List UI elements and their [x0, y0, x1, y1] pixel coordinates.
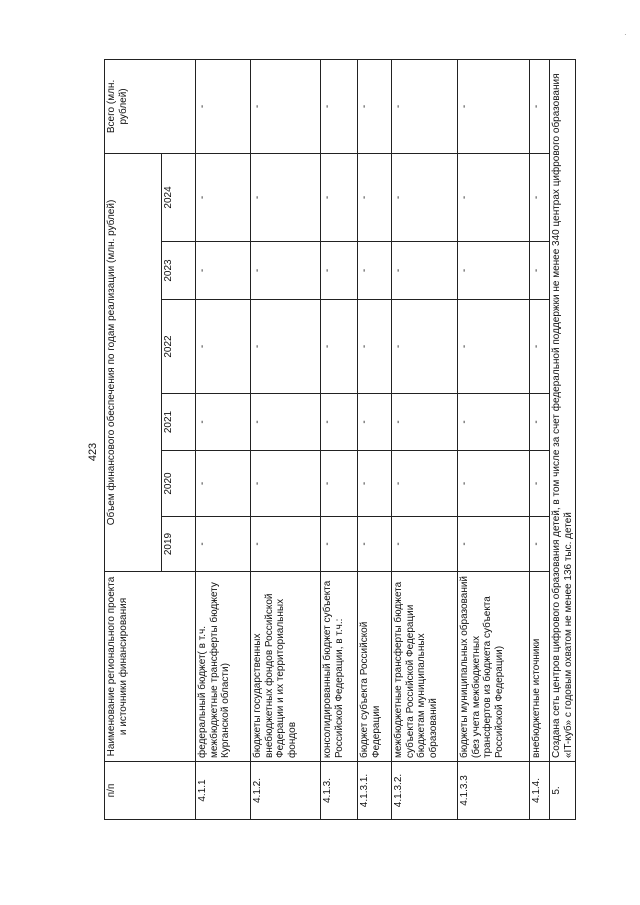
row-value: - [458, 451, 530, 517]
row-value: - [392, 300, 458, 394]
table-row [530, 59, 550, 819]
row-value: - [358, 394, 392, 451]
row-name: консолидированный бюджет субъекта Российской Федерации, в т.ч.: [321, 572, 358, 762]
page-number: 423 [86, 442, 99, 462]
row-value: - [196, 517, 251, 572]
row-num: 4.1.3.1. [358, 762, 392, 820]
row-value: - [358, 242, 392, 300]
row-value: - [392, 242, 458, 300]
header-total: Всего (млн. рублей) [105, 59, 196, 153]
row-num: 4.1.3.2. [392, 762, 458, 820]
final-row-text: Создана сеть центров цифрового образования детей, в том числе за счет федеральной поддержки не менее 340 центрах цифрового образования «IT-куб» с годовым охватом не менее 136 тыс. детей [550, 59, 576, 761]
header-year: 2023 [162, 242, 196, 300]
row-name: бюджеты государственных внебюджетных фондов Российской Федерации и их территориальных фондов [251, 572, 321, 762]
row-value: - [196, 451, 251, 517]
row-num: 4.1.3.3 [458, 762, 530, 820]
row-value: - [358, 153, 392, 241]
row-num: 4.1.1 [196, 762, 251, 820]
row-value: - [251, 300, 321, 394]
edge-mark: · [624, 30, 627, 39]
table-row [196, 59, 251, 819]
row-value: - [392, 153, 458, 241]
rotated-table-container [104, 60, 574, 820]
row-value: - [530, 517, 550, 572]
row-value: - [251, 394, 321, 451]
header-row-1 [105, 59, 162, 819]
row-value: - [458, 394, 530, 451]
row-value: - [530, 59, 550, 153]
row-name: бюджет субъекта Российской Федерации [358, 572, 392, 762]
header-year: 2020 [162, 451, 196, 517]
row-value: - [196, 242, 251, 300]
row-value: - [321, 59, 358, 153]
row-num: 4.1.3. [321, 762, 358, 820]
row-num: 5. [550, 762, 576, 820]
row-value: - [530, 153, 550, 241]
header-year: 2019 [162, 517, 196, 572]
row-name: межбюджетные трансферты бюджета субъекта Российской Федерации бюджетам муниципальных образований [392, 572, 458, 762]
row-value: - [392, 59, 458, 153]
row-value: - [196, 59, 251, 153]
row-value: - [196, 300, 251, 394]
row-value: - [251, 451, 321, 517]
row-value: - [392, 451, 458, 517]
row-name: внебюджетные источники [530, 572, 550, 762]
row-value: - [392, 394, 458, 451]
header-year: 2024 [162, 153, 196, 241]
header-year: 2021 [162, 394, 196, 451]
row-value: - [458, 517, 530, 572]
table-row [458, 59, 530, 819]
table-row [251, 59, 321, 819]
table-row-final [550, 59, 576, 819]
row-value: - [251, 59, 321, 153]
row-value: - [458, 153, 530, 241]
header-num: п/п [105, 762, 196, 820]
row-value: - [458, 59, 530, 153]
row-num: 4.1.2. [251, 762, 321, 820]
header-year: 2022 [162, 300, 196, 394]
row-num: 4.1.4. [530, 762, 550, 820]
row-value: - [358, 300, 392, 394]
row-value: - [321, 451, 358, 517]
header-group: Объем финансового обеспечения по годам реализации (млн. рублей) [105, 153, 162, 571]
row-value: - [321, 394, 358, 451]
row-value: - [392, 517, 458, 572]
row-value: - [358, 517, 392, 572]
row-name: федеральный бюджет( в т.ч. межбюджетные трансферты бюджету Курганской области) [196, 572, 251, 762]
row-value: - [251, 153, 321, 241]
row-value: - [358, 451, 392, 517]
row-value: - [196, 394, 251, 451]
row-value: - [196, 153, 251, 241]
table-row [358, 59, 392, 819]
table-row [392, 59, 458, 819]
row-value: - [321, 153, 358, 241]
row-value: - [530, 451, 550, 517]
table-row [321, 59, 358, 819]
row-value: - [251, 242, 321, 300]
financing-table [104, 59, 576, 820]
row-value: - [321, 517, 358, 572]
row-value: - [458, 300, 530, 394]
row-value: - [530, 242, 550, 300]
row-value: - [358, 59, 392, 153]
row-value: - [458, 242, 530, 300]
row-value: - [321, 300, 358, 394]
row-value: - [530, 394, 550, 451]
row-value: - [530, 300, 550, 394]
row-name: бюджеты муниципальных образований (без учета межбюджетных трансфертов из бюджета субъекта Российской Федерации) [458, 572, 530, 762]
row-value: - [321, 242, 358, 300]
row-value: - [251, 517, 321, 572]
header-name: Наименование регионального проекта и источники финансирования [105, 572, 196, 762]
